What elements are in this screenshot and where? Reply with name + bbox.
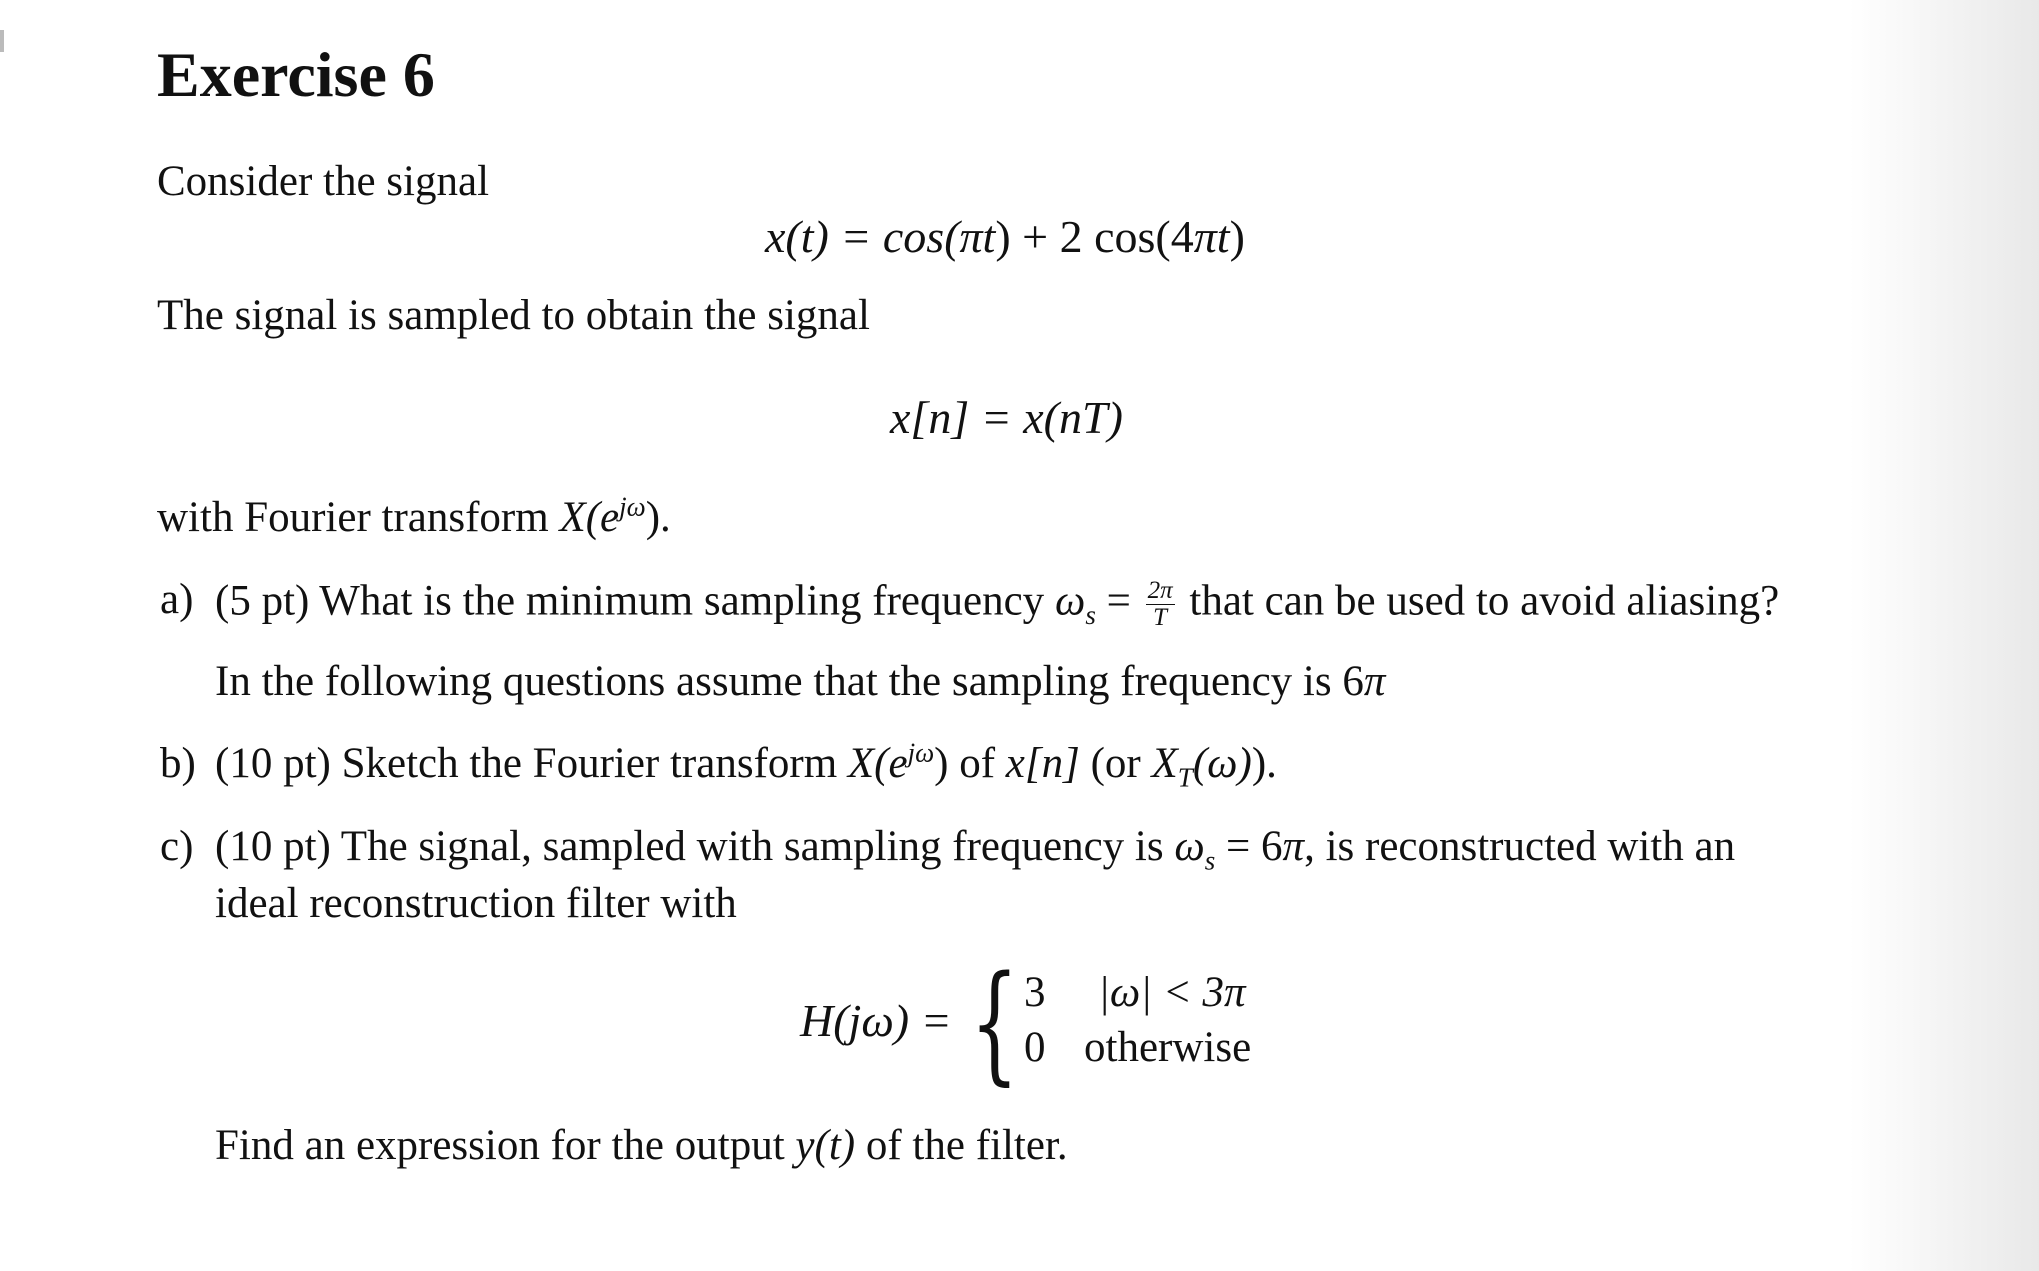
assumption-text: In the following questions assume that the sampling frequency is 6 [215,658,1364,705]
filter-row1-condition: |ω| < 3π [1098,969,1246,1016]
transform-superscript: jω [619,491,646,522]
filter-eq-lhs: H(jω) = [800,995,952,1046]
assumption-pi: π [1363,658,1386,705]
part-b-mid: ) of [934,740,1006,787]
part-b-xt-subscript: T [1177,762,1193,793]
part-c-pi: π [1282,823,1305,870]
part-a-label: a) [160,576,194,623]
filter-brace: { [970,949,1019,1098]
part-b-or: (or [1079,740,1152,787]
part-c-label: c) [160,823,194,870]
transform-end: ). [645,494,671,541]
find-symbol: y(t) [795,1122,856,1169]
part-a-question [215,578,1779,632]
signal-equation [765,211,1245,262]
transform-symbol: X(e [559,494,620,541]
page-edge-mark [0,30,4,52]
sampled-intro-text: The signal is sampled to obtain the signal [157,292,870,339]
signal-eq-arg2: πt [1193,211,1230,262]
part-c-line1 [215,823,1736,876]
part-a-text: (5 pt) What is the minimum sampling frequency [215,577,1055,625]
signal-eq-end: ) [1229,211,1245,262]
signal-eq-mid: ) + 2 cos(4 [995,211,1194,262]
signal-eq-lhs: x(t) = cos( [765,211,960,262]
part-a-tail: that can be used to avoid aliasing? [1178,577,1780,625]
part-b-superscript: jω [907,737,935,768]
part-b-xt-arg: (ω) [1192,740,1252,787]
part-b-xn: x[n] [1005,740,1080,787]
intro-text: Consider the signal [157,158,490,205]
part-b-symbol: X(e [847,740,908,787]
part-c-tail: , is reconstructed with an [1304,823,1736,870]
assumption-line [215,660,1385,703]
part-a-frac-num: 2π [1147,577,1173,604]
filter-row2-condition: otherwise [1084,1024,1252,1071]
part-b-xt: X [1151,740,1178,787]
part-c-line2: ideal reconstruction filter with [215,880,737,927]
part-b-text: (10 pt) Sketch the Fourier transform [215,740,848,787]
sample-equation: x[n] = x(nT) [890,392,1123,443]
find-line [215,1124,1068,1167]
part-c-text: (10 pt) The signal, sampled with sampling frequency is [215,823,1175,870]
part-a-fraction [1146,578,1175,632]
transform-text: with Fourier transform [157,494,560,541]
part-b-end: ). [1251,740,1277,787]
part-b-question [215,737,1277,793]
part-c-omega: ω [1174,823,1205,870]
signal-eq-arg1: πt [959,211,996,262]
part-b-label: b) [160,740,196,787]
part-a-frac-den: T [1153,604,1168,632]
filter-row2-value: 0 [1024,1024,1046,1071]
part-c-subscript: s [1204,845,1216,876]
part-a-equals: = [1095,577,1142,625]
part-c-equals: = 6 [1215,823,1283,870]
page-shading [1849,0,2039,1271]
find-text: Find an expression for the output [215,1122,796,1169]
exercise-title: Exercise 6 [157,39,435,110]
find-tail: of the filter. [855,1122,1068,1169]
part-a-subscript: s [1085,600,1096,631]
filter-row1-value: 3 [1024,969,1046,1016]
part-a-omega: ω [1054,577,1086,625]
transform-line [157,491,671,541]
